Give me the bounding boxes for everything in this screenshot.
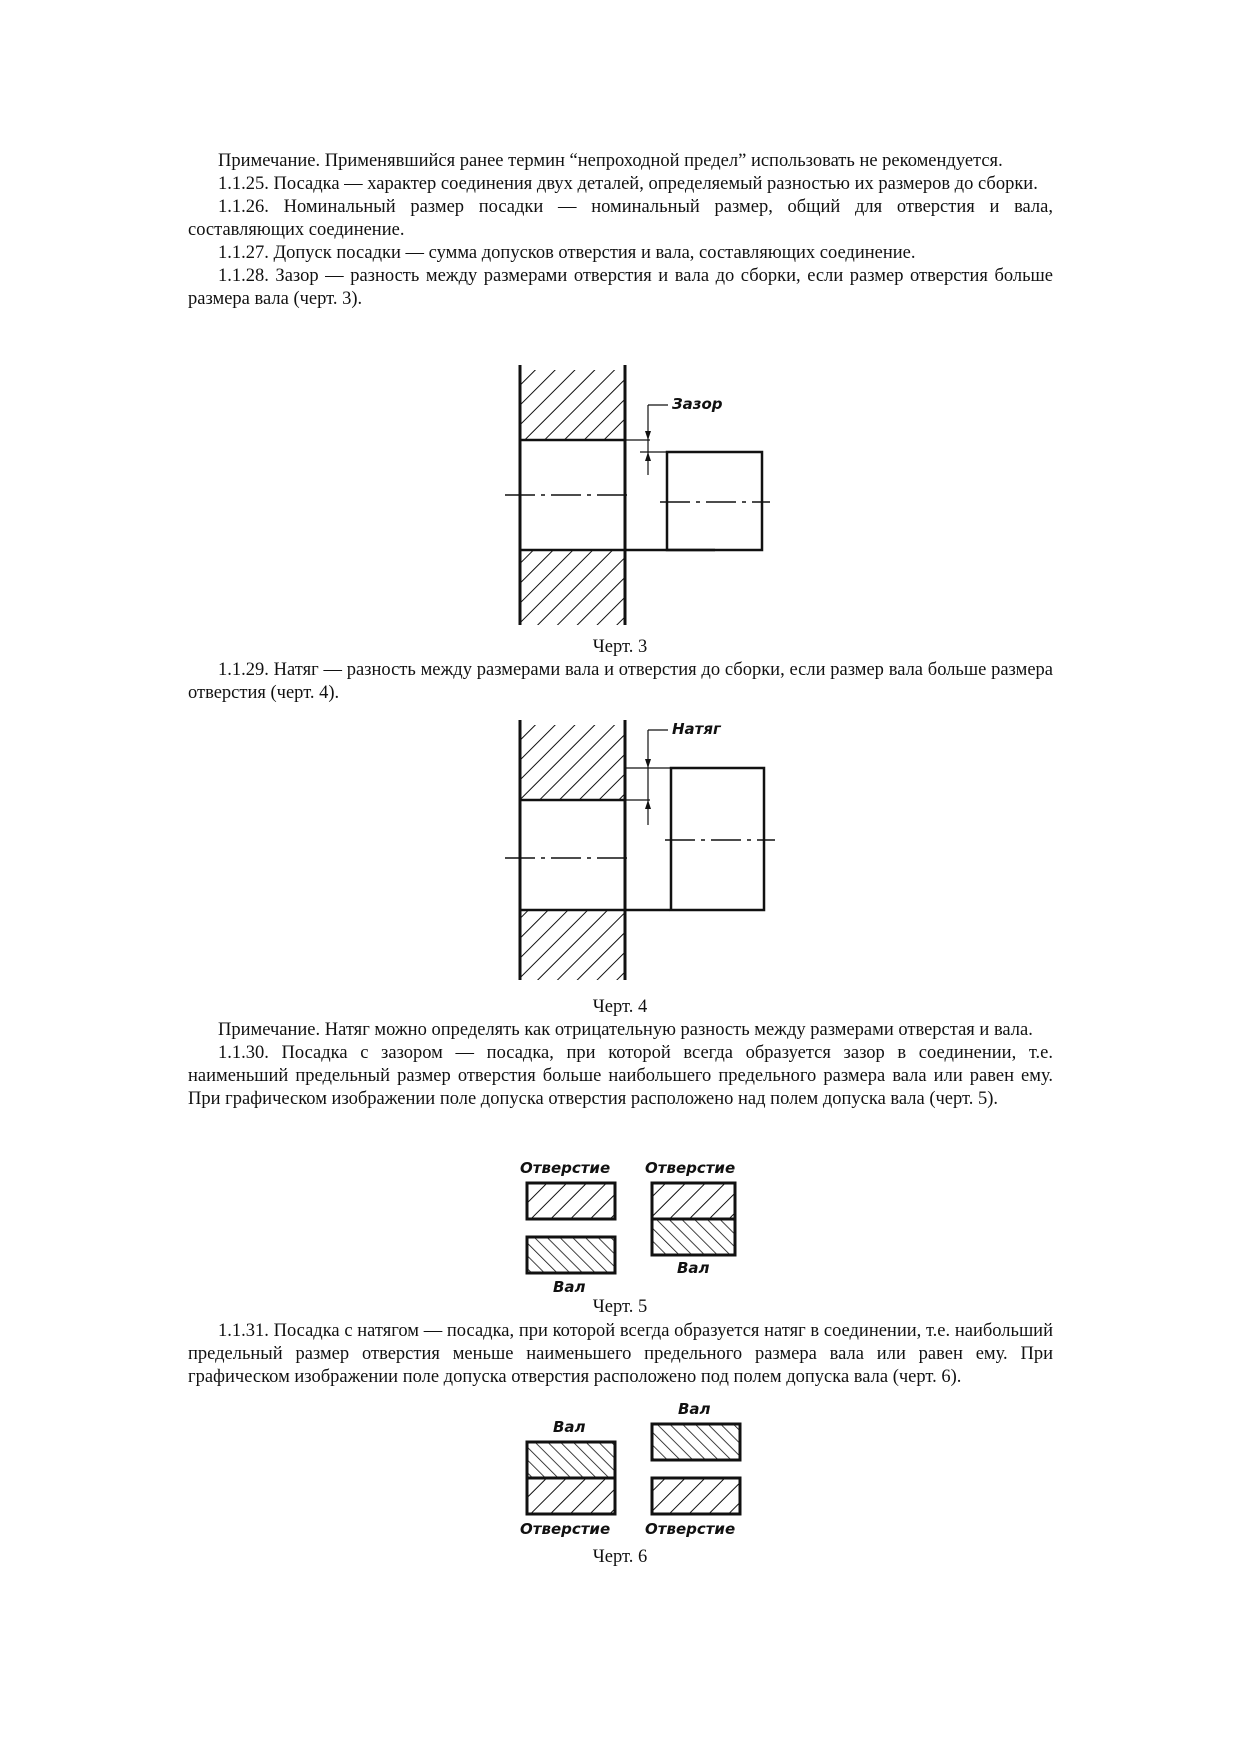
text-section-2: [188, 659, 1053, 705]
text-section-3: [188, 1019, 1053, 1111]
hole-tolerance-field: [527, 1478, 615, 1514]
paragraph-1-1-29: 1.1.29. Натяг — разность между размерами вала и отверстия до сборки, если размер вала больше размера отверстия (черт. 4).: [188, 660, 1053, 703]
figure-6-shaft-label-right: Вал: [678, 1400, 711, 1418]
paragraph-1-1-26: 1.1.26. Номинальный размер посадки — номинальный размер, общий для отверстия и вала, составляющих соединение.: [188, 197, 1053, 240]
hole-wall-lower: [520, 910, 625, 980]
text-section-1: [188, 150, 1053, 311]
figure-5-caption: Черт. 5: [592, 1297, 648, 1317]
hole-tolerance-field: [652, 1183, 735, 1219]
shaft-tolerance-field: [652, 1219, 735, 1255]
shaft-tolerance-field: [527, 1237, 615, 1273]
text-section-4: [188, 1320, 1053, 1389]
paragraph-1-1-31: 1.1.31. Посадка с натягом — посадка, при которой всегда образуется натяг в соединении, т.е. наибольший предельный размер отверстия меньше наименьшего предельного размера вала или равен ему. При графическом изображении поле допуска отверстия расположено под полем допуска вала (черт. 6).: [188, 1321, 1053, 1387]
hole-tolerance-field: [652, 1478, 740, 1514]
paragraph-1-1-27: 1.1.27. Допуск посадки — сумма допусков отверстия и вала, составляющих соединение.: [218, 243, 916, 263]
paragraph-1-1-25: 1.1.25. Посадка — характер соединения двух деталей, определяемый разностью их размеров до сборки.: [218, 174, 1038, 194]
figure-4-caption: Черт. 4: [592, 997, 648, 1017]
hole-wall-upper: [520, 725, 625, 800]
shaft-tolerance-field: [527, 1442, 615, 1478]
note-paragraph: Примечание. Применявшийся ранее термин “непроходной предел” использовать не рекомендуется.: [218, 151, 1003, 171]
figure-6-interference-fit-diagram: [515, 1400, 765, 1560]
figure-4-interference-diagram: [500, 720, 790, 980]
figure-3-clearance-diagram: [500, 365, 780, 625]
shaft-body: [667, 452, 762, 550]
figure-6-shaft-label-left: Вал: [553, 1418, 586, 1436]
figure-6-hole-label-left: Отверстие: [520, 1520, 611, 1538]
figure-5-hole-label-left: Отверстие: [520, 1159, 611, 1177]
shaft-body: [671, 768, 764, 910]
hole-wall-upper: [520, 370, 625, 440]
figure-3-gap-label: Зазор: [672, 395, 723, 413]
figure-3-caption: Черт. 3: [592, 637, 648, 657]
hole-tolerance-field: [527, 1183, 615, 1219]
figure-6-caption: Черт. 6: [592, 1547, 648, 1567]
figure-6-hole-label-right: Отверстие: [645, 1520, 736, 1538]
shaft-tolerance-field: [652, 1424, 740, 1460]
figure-5-clearance-fit-diagram: [515, 1155, 755, 1295]
paragraph-1-1-28: 1.1.28. Зазор — разность между размерами отверстия и вала до сборки, если размер отверстия больше размера вала (черт. 3).: [188, 266, 1053, 309]
paragraph-1-1-30: 1.1.30. Посадка с зазором — посадка, при которой всегда образуется зазор в соединении, т.е. наименьший предельный размер отверстия больше наибольшего предельного размера вала или равен ему. При графическом изображении поле допуска отверстия расположено над полем допуска вала (черт. 5).: [188, 1043, 1053, 1109]
hole-wall-lower: [520, 550, 625, 625]
note-paragraph-2: Примечание. Натяг можно определять как отрицательную разность между размерами отверстая и вала.: [218, 1020, 1033, 1040]
figure-5-hole-label-right: Отверстие: [645, 1159, 736, 1177]
figure-5-shaft-label-right: Вал: [677, 1259, 710, 1277]
figure-4-interference-label: Натяг: [672, 720, 721, 738]
figure-5-shaft-label-left: Вал: [553, 1278, 586, 1296]
